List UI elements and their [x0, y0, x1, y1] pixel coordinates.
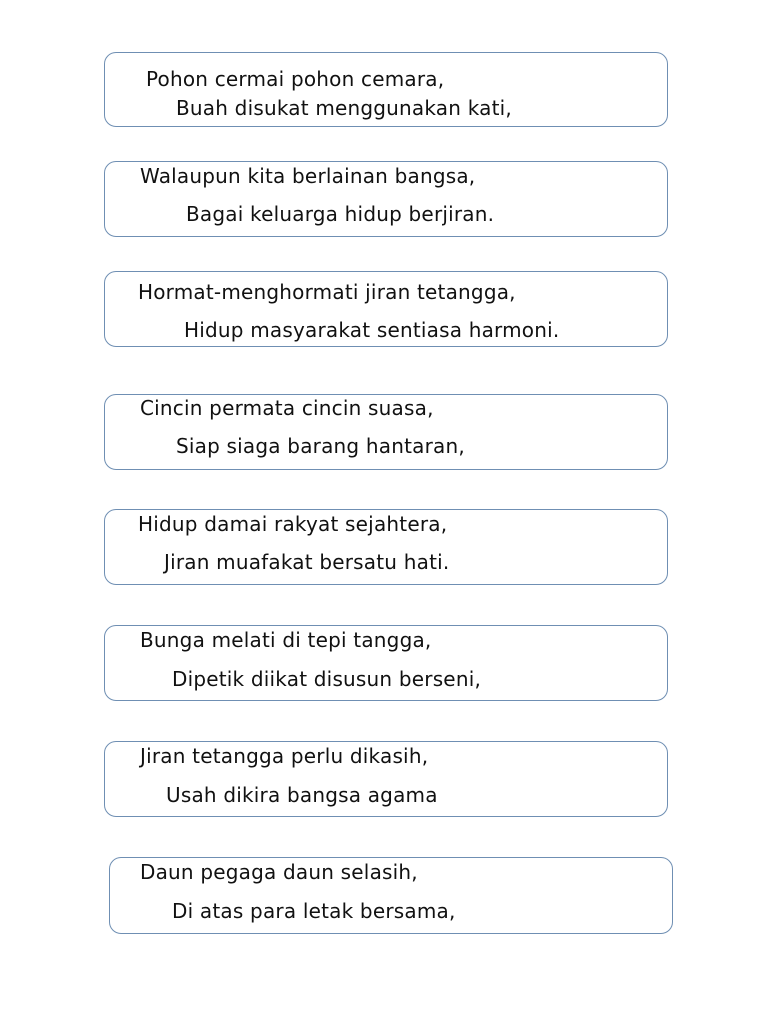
pantun-line-2: Di atas para letak bersama, [172, 899, 456, 923]
pantun-line-2: Bagai keluarga hidup berjiran. [186, 202, 495, 226]
pantun-line-2: Buah disukat menggunakan kati, [176, 96, 512, 120]
pantun-line-1: Bunga melati di tepi tangga, [140, 628, 432, 652]
pantun-line-1: Daun pegaga daun selasih, [140, 860, 418, 884]
pantun-line-1: Pohon cermai pohon cemara, [146, 67, 445, 91]
pantun-line-1: Hormat-menghormati jiran tetangga, [138, 280, 516, 304]
pantun-line-2: Siap siaga barang hantaran, [176, 434, 465, 458]
pantun-line-1: Walaupun kita berlainan bangsa, [140, 164, 476, 188]
pantun-line-1: Jiran tetangga perlu dikasih, [140, 744, 429, 768]
pantun-line-2: Hidup masyarakat sentiasa harmoni. [184, 318, 560, 342]
pantun-line-2: Usah dikira bangsa agama [166, 783, 438, 807]
pantun-line-2: Dipetik diikat disusun berseni, [172, 667, 482, 691]
pantun-line-1: Cincin permata cincin suasa, [140, 396, 434, 420]
pantun-line-2: Jiran muafakat bersatu hati. [164, 550, 450, 574]
pantun-line-1: Hidup damai rakyat sejahtera, [138, 512, 448, 536]
